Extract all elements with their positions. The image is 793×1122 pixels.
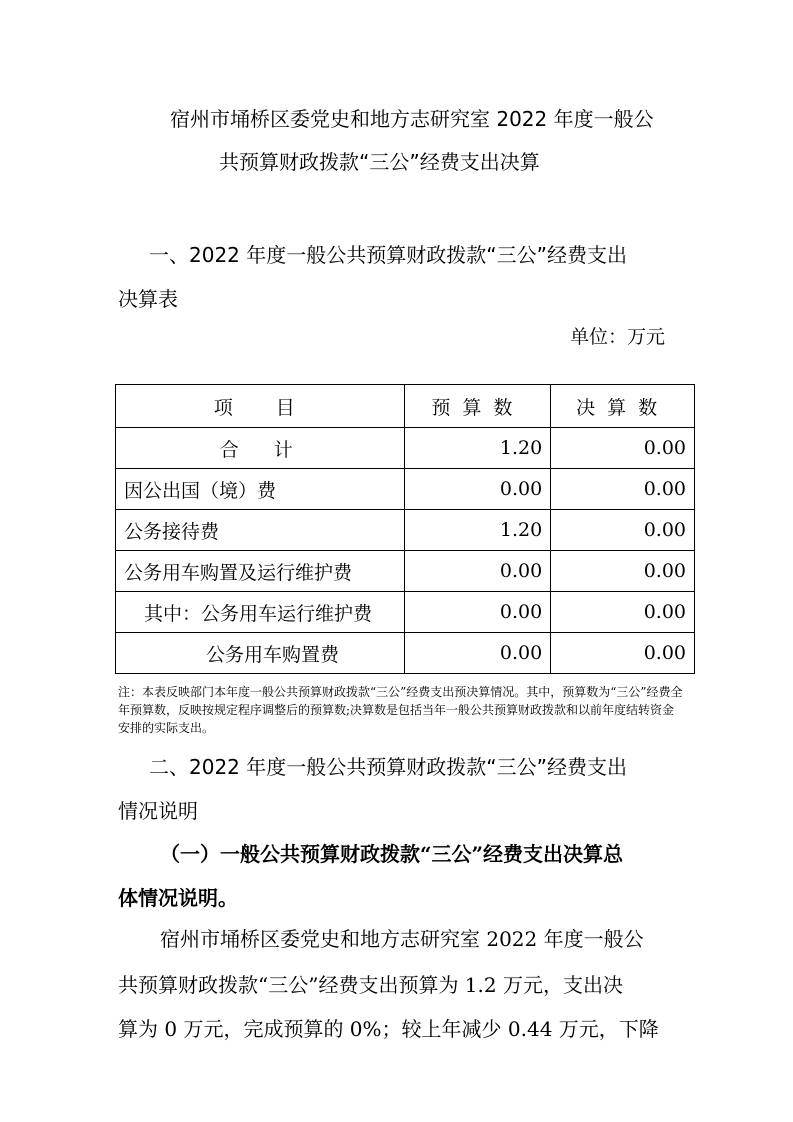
document-title-line-2: 共预算财政拨款“三公”经费支出决算 (219, 150, 540, 174)
row-budget: 0.00 (405, 551, 551, 592)
section1-heading-line-1: 一、2022 年度一般公共预算财政拨款“三公”经费支出 (149, 243, 627, 267)
section1-heading-line-2: 决算表 (118, 287, 178, 311)
section2-heading-line-1: 二、2022 年度一般公共预算财政拨款“三公”经费支出 (149, 755, 627, 779)
table-row (116, 633, 695, 674)
row-item-total: 合 计 (116, 428, 405, 469)
row-budget: 0.00 (405, 633, 551, 674)
row-budget: 0.00 (405, 592, 551, 633)
row-item: 公务用车购置及运行维护费 (116, 551, 405, 592)
row-actual: 0.00 (551, 551, 695, 592)
header-actual: 决算数 (551, 385, 695, 428)
table-row (116, 510, 695, 551)
subsection-heading-line-1: （一）一般公共预算财政拨款“三公”经费支出决算总 (160, 842, 624, 866)
row-item: 公务接待费 (116, 510, 405, 551)
table-header-row (116, 385, 695, 428)
row-budget: 1.20 (405, 428, 551, 469)
table-row (116, 592, 695, 633)
row-actual: 0.00 (551, 469, 695, 510)
row-item: 因公出国（境）费 (116, 469, 405, 510)
row-actual: 0.00 (551, 633, 695, 674)
document-title-line-1: 宿州市埇桥区委党史和地方志研究室 2022 年度一般公 (170, 107, 654, 131)
row-actual: 0.00 (551, 592, 695, 633)
row-budget: 1.20 (405, 510, 551, 551)
row-actual: 0.00 (551, 510, 695, 551)
header-item: 项 目 (116, 385, 405, 428)
paragraph-line-3: 算为 0 万元，完成预算的 0%；较上年减少 0.44 万元，下降 (118, 1017, 659, 1041)
unit-label: 单位：万元 (570, 326, 666, 348)
header-budget: 预算数 (405, 385, 551, 428)
table-row (116, 551, 695, 592)
row-item: 其中：公务用车运行维护费 (116, 592, 405, 633)
section2-heading-line-2: 情况说明 (118, 799, 198, 823)
row-actual: 0.00 (551, 428, 695, 469)
paragraph-line-2: 共预算财政拨款“三公”经费支出预算为 1.2 万元，支出决 (118, 973, 623, 997)
row-budget: 0.00 (405, 469, 551, 510)
row-item: 公务用车购置费 (116, 633, 405, 674)
paragraph-line-1: 宿州市埇桥区委党史和地方志研究室 2022 年度一般公 (160, 927, 644, 951)
subsection-heading-line-2: 体情况说明。 (118, 886, 238, 910)
table-row (116, 469, 695, 510)
three-public-expenses-table (115, 384, 695, 674)
table-footnote: 注：本表反映部门本年度一般公共预算财政拨款“三公”经费支出预决算情况。其中，预算数为“三公”经费全年预算数，反映按规定程序调整后的预算数;决算数是包括当年一般公共预算财政拨款和以前年度结转资金安排的实际支出。 (118, 685, 683, 735)
table-row (116, 428, 695, 469)
